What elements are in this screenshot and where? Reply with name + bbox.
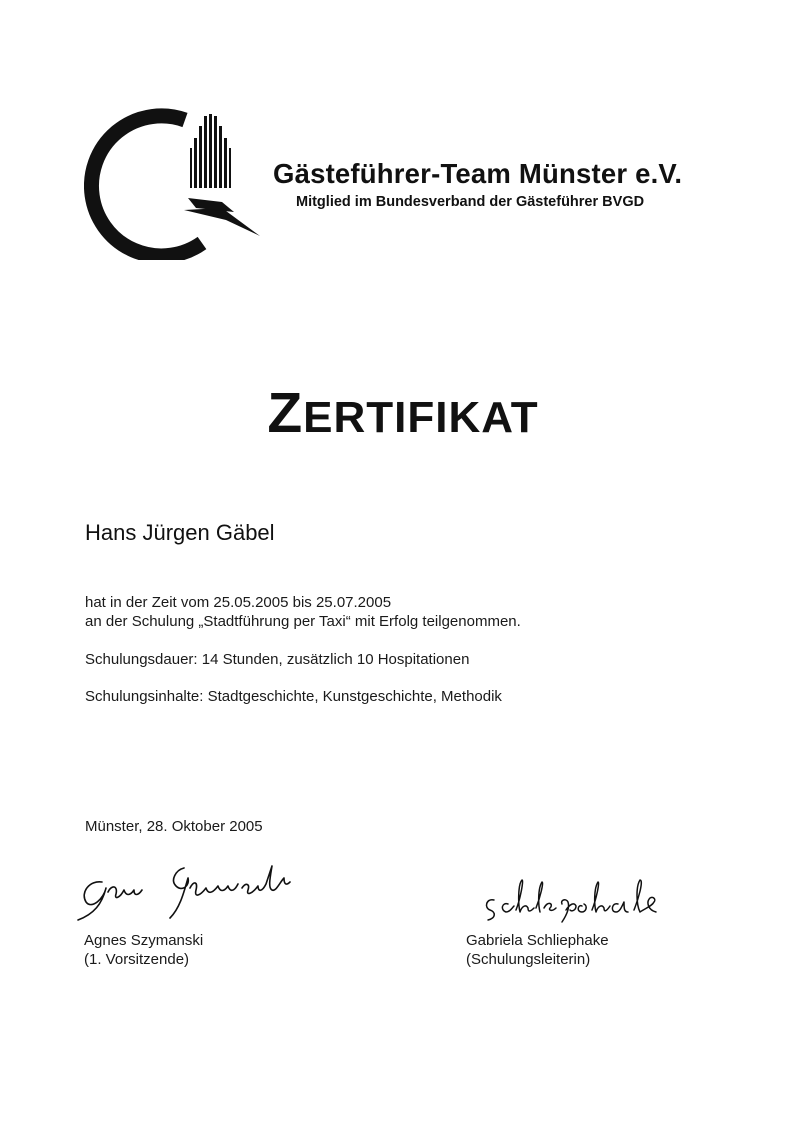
signer-name-1: Agnes Szymanski <box>84 932 204 949</box>
signature-gabriela-schliephake <box>478 870 668 924</box>
signer-role-1: (1. Vorsitzende) <box>84 951 190 968</box>
course-line: an der Schulung „Stadtführung per Taxi“ mit Erfolg teilgenommen. <box>85 613 521 630</box>
title-rest: ERTIFIKAT <box>303 393 539 442</box>
organization-name: Gästeführer-Team Münster e.V. <box>273 158 683 189</box>
place-date: Münster, 28. Oktober 2005 <box>85 818 263 835</box>
signer-role-2: (Schulungsleiterin) <box>466 951 591 968</box>
signature-agnes-szymanski <box>72 852 302 922</box>
period-line: hat in der Zeit vom 25.05.2005 bis 25.07.2005 <box>85 594 392 611</box>
title-initial: Z <box>267 381 304 445</box>
certificate-title <box>0 380 806 446</box>
signer-name-2: Gabriela Schliephake <box>466 932 609 949</box>
duration-line: Schulungsdauer: 14 Stunden, zusätzlich 10 Hospitationen <box>85 651 470 668</box>
content-line: Schulungsinhalte: Stadtgeschichte, Kunstgeschichte, Methodik <box>85 688 502 705</box>
organization-subtitle: Mitglied im Bundesverband der Gästeführer BVGD <box>296 194 645 210</box>
guide-team-logo-icon <box>84 108 264 260</box>
recipient-name: Hans Jürgen Gäbel <box>85 520 275 545</box>
